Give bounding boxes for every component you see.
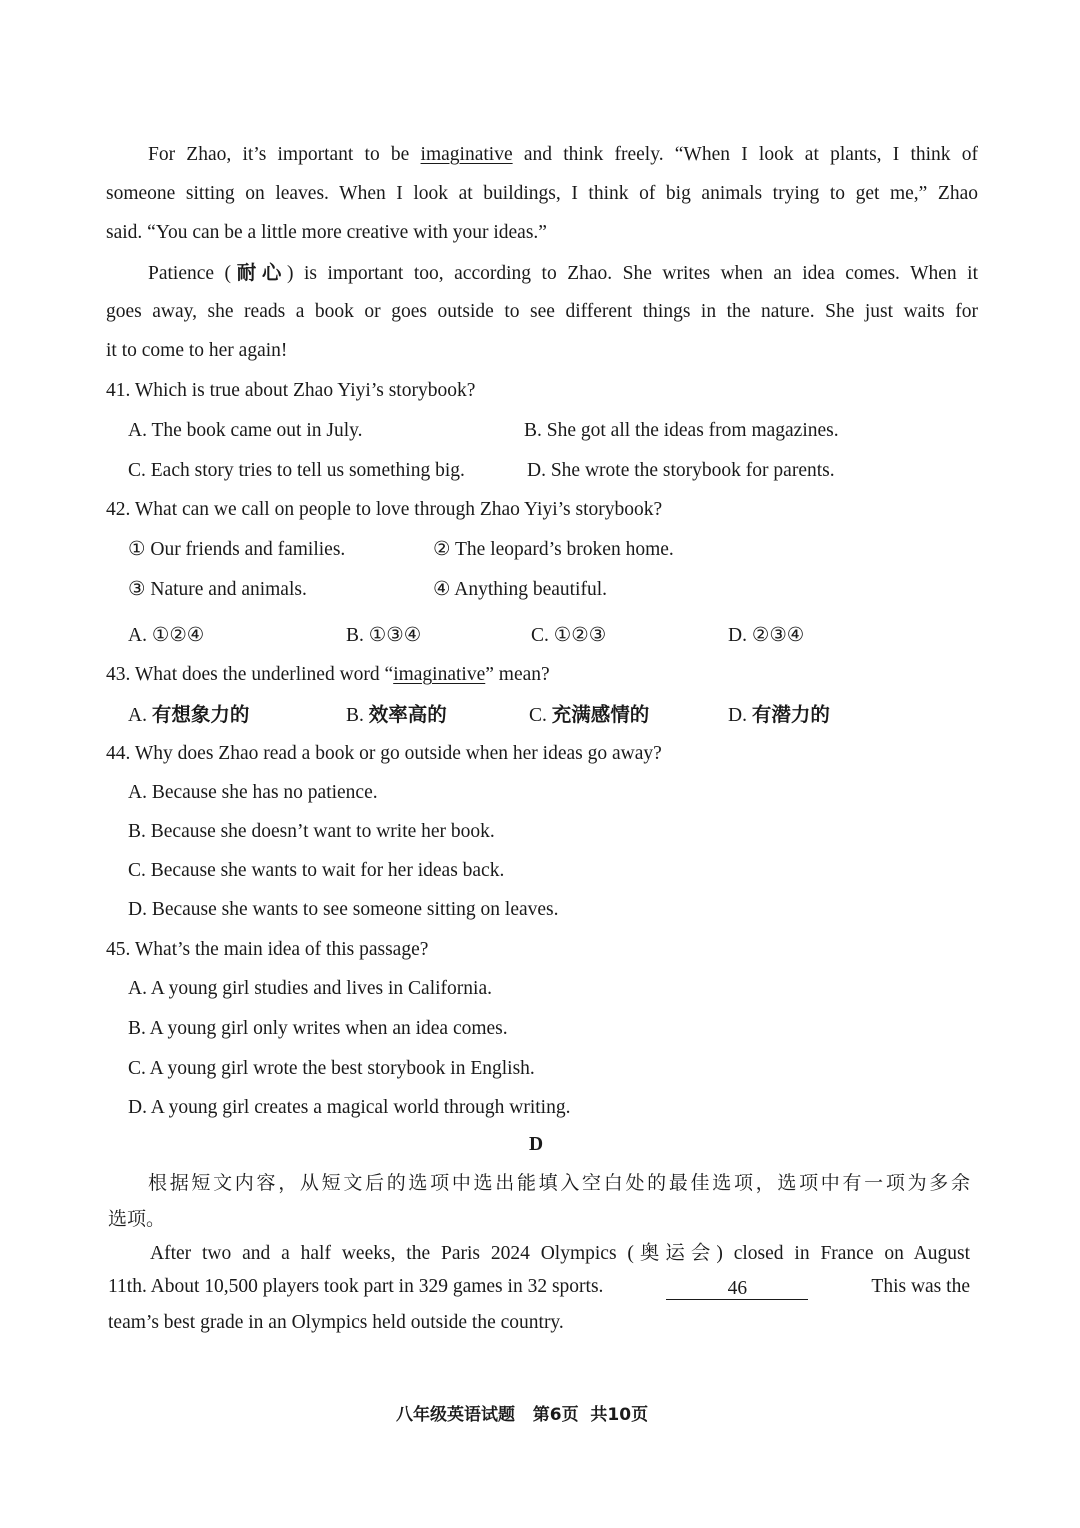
passage-line: someone sitting on leaves. When I look at buildings, I think of big animals trying to get me,” Zhao (106, 183, 978, 204)
passage-line: team’s best grade in an Olympics held outside the country. (108, 1312, 564, 1333)
passage-line: said. “You can be a little more creative with your ideas.” (106, 222, 547, 243)
q43-option-a: A. 有想象力的 (128, 703, 250, 726)
q43-option-b: B. 效率高的 (346, 703, 447, 726)
answer-blank-46[interactable]: 46 (666, 1279, 808, 1300)
question-44-stem: 44. Why does Zhao read a book or go outside when her ideas go away? (106, 743, 662, 764)
q44-option-d: D. Because she wants to see someone sitting on leaves. (128, 899, 559, 920)
q42-option-a: A. ①②④ (128, 625, 205, 646)
q41-option-c: C. Each story tries to tell us something big. (128, 460, 465, 481)
passage-line: it to come to her again! (106, 340, 288, 361)
section-heading: D (529, 1134, 544, 1155)
q42-option-c: C. ①②③ (531, 625, 607, 646)
page-footer: 八年级英语试题 第6页 共10页 (396, 1405, 649, 1425)
q45-option-c: C. A young girl wrote the best storybook in English. (128, 1058, 535, 1079)
underlined-word: imaginative (393, 664, 486, 685)
section-instructions: 根据短文内容，从短文后的选项中选出能填入空白处的最佳选项，选项中有一项为多余 (148, 1172, 970, 1194)
question-41-stem: 41. Which is true about Zhao Yiyi’s storybook? (106, 380, 476, 401)
q45-option-b: B. A young girl only writes when an idea comes. (128, 1018, 508, 1039)
q42-statement-4: ④ Anything beautiful. (433, 579, 608, 600)
q43-option-d: D. 有潜力的 (728, 703, 830, 726)
q43-option-c: C. 充满感情的 (529, 703, 650, 726)
q42-statement-3: ③ Nature and animals. (128, 579, 307, 600)
q42-statement-1: ① Our friends and families. (128, 539, 346, 560)
section-instructions-cont: 选项。 (108, 1208, 166, 1230)
passage-line: goes away, she reads a book or goes outside to see different things in the nature. She just waits for (106, 301, 978, 322)
underlined-word: imaginative (420, 144, 513, 165)
q45-option-a: A. A young girl studies and lives in California. (128, 978, 492, 999)
question-42-stem: 42. What can we call on people to love through Zhao Yiyi’s storybook? (106, 499, 663, 520)
q41-option-b: B. She got all the ideas from magazines. (524, 420, 839, 441)
q42-option-b: B. ①③④ (346, 625, 422, 646)
passage-line: After two and a half weeks, the Paris 2024 Olympics (奥运会) closed in France on August (150, 1241, 970, 1264)
q42-option-d: D. ②③④ (728, 625, 805, 646)
q42-statement-2: ② The leopard’s broken home. (433, 539, 674, 560)
q44-option-b: B. Because she doesn’t want to write her book. (128, 821, 495, 842)
passage-line: 11th. About 10,500 players took part in 329 games in 32 sports. 46 This was the (108, 1276, 970, 1299)
question-45-stem: 45. What’s the main idea of this passage? (106, 939, 429, 960)
passage-line: For Zhao, it’s important to be imaginative and think freely. “When I look at plants, I think of (148, 144, 978, 165)
q44-option-a: A. Because she has no patience. (128, 782, 378, 803)
passage-line: Patience (耐心) is important too, according to Zhao. She writes when an idea comes. When it (148, 261, 979, 284)
q41-option-a: A. The book came out in July. (128, 420, 363, 441)
question-43-stem: 43. What does the underlined word “imaginative” mean? (106, 664, 550, 685)
q45-option-d: D. A young girl creates a magical world through writing. (128, 1097, 571, 1118)
q44-option-c: C. Because she wants to wait for her ideas back. (128, 860, 505, 881)
q41-option-d: D. She wrote the storybook for parents. (527, 460, 835, 481)
